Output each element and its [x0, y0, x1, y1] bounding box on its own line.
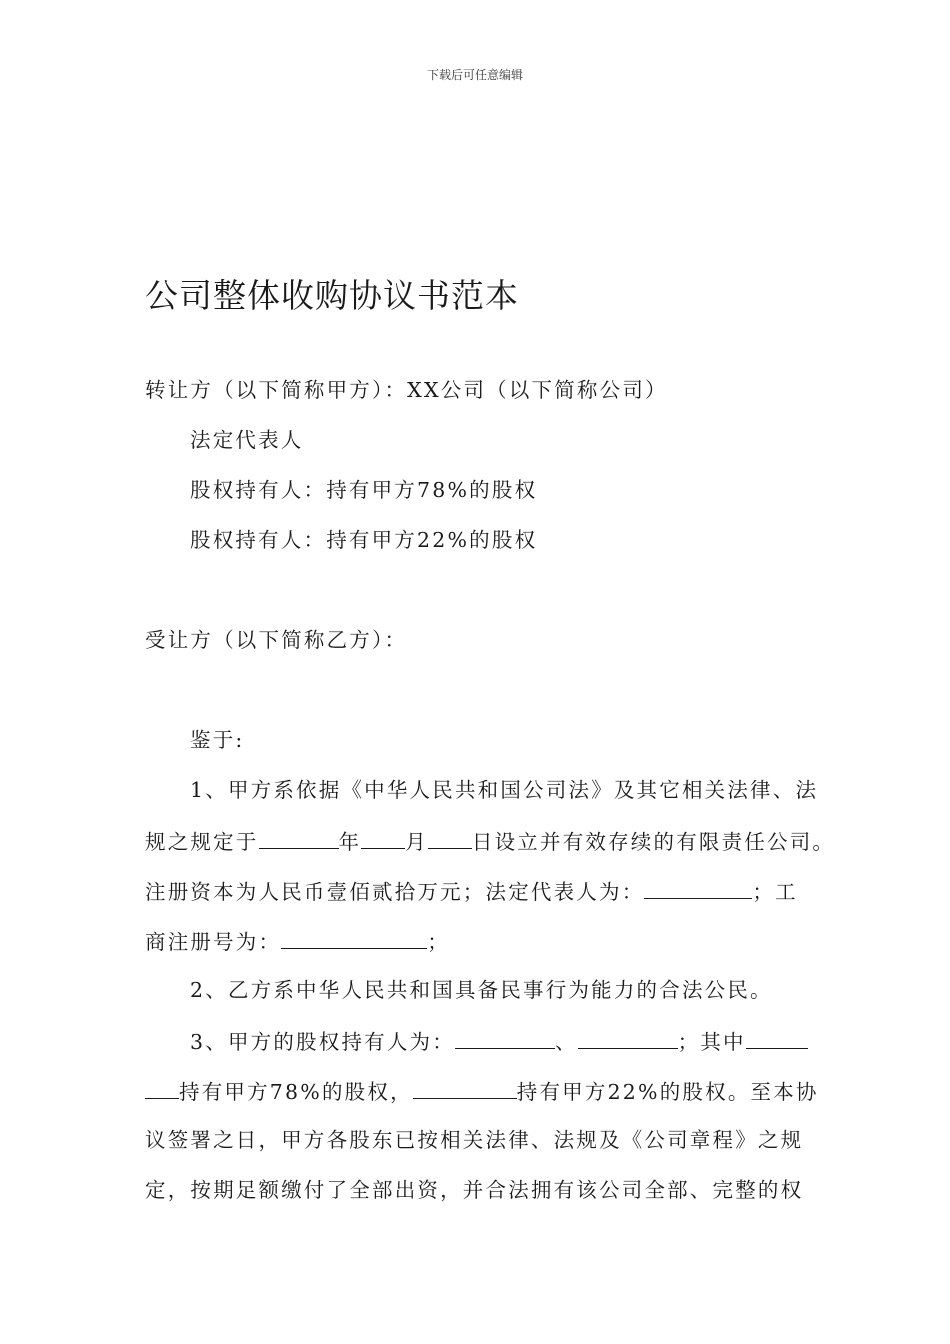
- party-a-line: 转让方（以下简称甲方）：XX公司（以下简称公司）: [145, 378, 668, 402]
- clause-1-reg-end: ；: [427, 930, 450, 954]
- blank-shareholder-1-cont[interactable]: [145, 1080, 179, 1099]
- shareholder-2-text: 持有甲方22%的股权: [326, 528, 538, 552]
- blank-shareholder-2-name[interactable]: [413, 1080, 517, 1099]
- clause-3-line-3: 议签署之日，甲方各股东已按相关法律、法规及《公司章程》之规: [145, 1128, 804, 1152]
- clause-3-line-1: [190, 1030, 808, 1053]
- shareholder-1-text: 持有甲方78%的股权: [326, 478, 538, 502]
- clause-1-line-4: [145, 930, 450, 953]
- clause-3-text-a: 3、甲方的股权持有人为：: [190, 1030, 455, 1054]
- blank-shareholder-2[interactable]: [578, 1030, 678, 1049]
- clause-3-text-c: ；其中: [677, 1030, 746, 1054]
- header-note: 下载后可任意编辑: [426, 68, 523, 82]
- clause-1-text-d: 日设立并有效存续的有限责任公司。: [471, 830, 836, 854]
- blank-shareholder-1-name[interactable]: [746, 1030, 808, 1049]
- document-title: 公司整体收购协议书范本: [145, 276, 519, 315]
- blank-year[interactable]: [259, 830, 339, 849]
- blank-legal-rep[interactable]: [644, 880, 752, 899]
- blank-shareholder-1[interactable]: [455, 1030, 555, 1049]
- blank-day[interactable]: [428, 830, 472, 849]
- clause-2: 2、乙方系中华人民共和国具备民事行为能力的合法公民。: [190, 978, 773, 1002]
- clause-3-line-2: [145, 1080, 819, 1103]
- clause-3-separator: 、: [554, 1030, 578, 1054]
- clause-1-text-a: 规之规定于: [145, 830, 259, 854]
- clause-1-line-2: [145, 830, 835, 853]
- shareholder-2-line: [190, 530, 537, 551]
- blank-month[interactable]: [361, 830, 405, 849]
- clause-1-capital-text: 注册资本为人民币壹佰贰拾万元；法定代表人为：: [145, 880, 645, 904]
- shareholder-1-line: [190, 480, 537, 501]
- blank-registration-number[interactable]: [281, 930, 427, 949]
- clause-1-line-3: [145, 880, 798, 903]
- clause-1-year-label: 年: [338, 830, 362, 854]
- clause-1-text-b: ；工: [752, 880, 798, 904]
- whereas-heading: 鉴于:: [190, 728, 245, 752]
- party-b-line: 受让方（以下简称乙方）：: [145, 628, 408, 652]
- clause-3-text-22: 持有甲方22%的股权。至本协: [516, 1080, 819, 1104]
- clause-3-line-4: 定，按期足额缴付了全部出资，并合法拥有该公司全部、完整的权: [145, 1178, 804, 1202]
- shareholder-2-label: 股权持有人：: [190, 528, 327, 552]
- legal-rep-label: 法定代表人: [190, 428, 304, 452]
- clause-1-month-label: 月: [405, 830, 428, 854]
- shareholder-1-label: 股权持有人：: [190, 478, 327, 502]
- clause-3-text-78: 持有甲方78%的股权，: [179, 1080, 413, 1104]
- clause-1-reg-label: 商注册号为：: [145, 930, 282, 954]
- clause-1-line-1: 1、甲方系依据《中华人民共和国公司法》及其它相关法律、法: [190, 778, 819, 802]
